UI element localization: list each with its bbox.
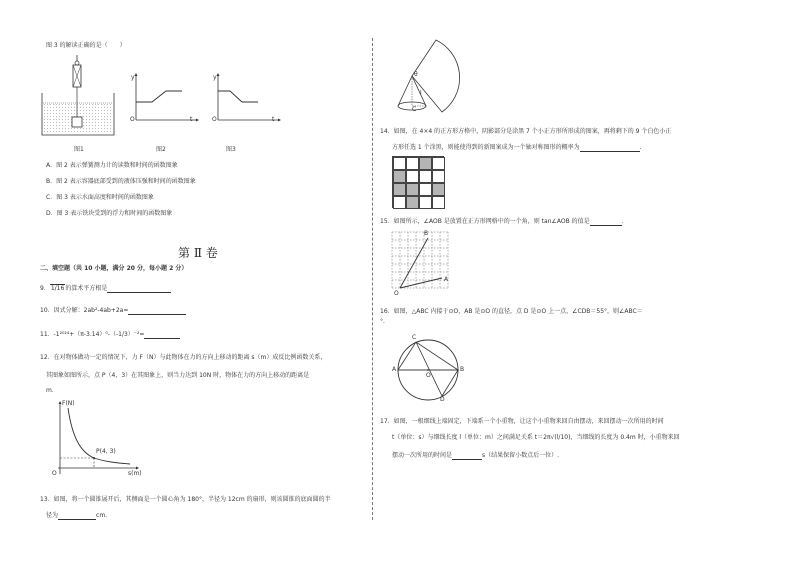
option-b: B．图 2 表示容器底部受到的液体压强和时间的函数图象 xyxy=(46,178,196,185)
section-title: 第 Ⅱ 卷 xyxy=(178,246,218,260)
figure-3-origin: O xyxy=(212,116,217,123)
question-17-answer-blank[interactable] xyxy=(452,453,482,460)
question-15 xyxy=(380,218,624,226)
grid-cell xyxy=(406,196,419,209)
grid-cell xyxy=(406,170,419,183)
question-17-line-1: 17．如图，一根细线上端固定，下端系一个小重物，让这个小重物来回自由摆动，来回摆动一次所用的时间 xyxy=(380,418,664,425)
grid-cell xyxy=(432,170,445,183)
question-13-line-1: 13．如图，将一个圆锥展开后，其侧面是一个圆心角为 180°，半径为 12cm 的扇形，则该圆锥的底面圆的半 xyxy=(40,496,331,503)
question-12-inverse-proportion-graph xyxy=(50,400,150,480)
circle-point-b: B xyxy=(460,366,465,373)
question-13-unit: cm. xyxy=(96,512,108,519)
graph-f-axis-label: F(N) xyxy=(62,400,75,407)
question-16-text: 16．如图，△ABC 内接于⊙O，AB 是⊙O 的直径，点 D 是⊙O 上一点，∠CDB＝55°，则∠ABC＝ xyxy=(380,308,643,315)
question-17-text: 摆动一次所用的时间是 xyxy=(392,452,453,459)
figure-1-caption: 图1 xyxy=(74,146,84,153)
question-9-number: 9． xyxy=(40,285,50,292)
grid-cell xyxy=(393,170,406,183)
question-9-text: 的算术平方根是 xyxy=(65,285,108,292)
question-16-line-2 xyxy=(380,318,385,326)
circle-center-o: O xyxy=(426,372,431,379)
question-17-line-2: t（单位：s）与细线长度 l（单位：m）之间满足关系 t＝2π√(l/10)，当细线的长度为 0.4m 时，小重物来回 xyxy=(392,434,680,441)
grid-cell xyxy=(406,183,419,196)
cone-base-label: C xyxy=(412,106,417,113)
question-15-text: 15．如图所示，∠AOB 是放置在正方形网格中的一个角，则 tan∠AOB 的值是 xyxy=(380,218,590,225)
grid-cell xyxy=(393,183,406,196)
column-divider xyxy=(372,38,373,520)
question-10-answer-blank[interactable] xyxy=(128,308,186,315)
figure-2-t-label: t xyxy=(190,116,193,123)
grid-cell xyxy=(432,183,445,196)
question-15-period: . xyxy=(621,218,624,225)
question-12-unit: m. xyxy=(46,387,54,394)
question-16-line-1 xyxy=(380,308,643,316)
grid-cell xyxy=(393,157,406,170)
question-14-period: . xyxy=(639,144,642,151)
question-9-answer-blank[interactable] xyxy=(107,286,171,293)
section-description: 二、填空题（共 10 小题，满分 20 分，每小题 2 分） xyxy=(40,265,188,272)
question-13-answer-blank[interactable] xyxy=(58,513,96,520)
graph-s-axis-label: s(m) xyxy=(128,470,142,477)
question-14-line-2 xyxy=(392,144,642,152)
graph-origin-label: O xyxy=(52,470,57,477)
figure-3-t-label: t xyxy=(272,116,275,123)
question-12-line-1: 12．在对物体做功一定的情况下，力 F（N）与此物体在力的方向上移动的距离 s（m）成反比例函数关系， xyxy=(40,354,327,361)
question-17-unit: s（结果保留小数点后一位）. xyxy=(482,452,560,459)
circle-point-a: A xyxy=(392,366,397,373)
question-8-stem: 图 3 的解读正确的是（ ） xyxy=(46,42,126,49)
grid-cell xyxy=(393,196,406,209)
angle-point-b: B xyxy=(424,230,429,237)
grid-cell xyxy=(432,196,445,209)
figure-2-y-label: y xyxy=(131,74,135,81)
question-12-line-3 xyxy=(46,387,54,395)
cone-angle-label: θ xyxy=(414,71,418,78)
figure-2-graph xyxy=(126,72,198,128)
pattern-grid-4x4 xyxy=(392,156,444,208)
angle-point-a: A xyxy=(444,276,449,283)
grid-cell xyxy=(419,196,432,209)
angle-grid-diagram xyxy=(392,232,456,296)
question-14-line-1: 14．如图，在 4×4 的正方形方格中，阴影部分是涂黑 7 个小正方形所形成的图案，再将剩下的 9 个白色小正 xyxy=(380,128,672,135)
grid-cell xyxy=(406,157,419,170)
question-13-prefix: 径为 xyxy=(46,512,59,519)
grid-cell xyxy=(419,170,432,183)
grid-cell xyxy=(432,157,445,170)
question-10 xyxy=(40,307,186,315)
option-d: D．图 3 表示铁块受到的浮力和时间的函数图象 xyxy=(46,210,173,217)
grid-cell xyxy=(419,183,432,196)
option-c: C．图 3 表示水面高度和时间的函数图象 xyxy=(46,194,154,201)
question-13-line-2 xyxy=(46,512,107,520)
question-15-answer-blank[interactable] xyxy=(590,219,622,226)
angle-point-o: O xyxy=(394,290,399,297)
question-17-line-3 xyxy=(392,452,559,460)
option-a: A．图 2 表示弹簧测力计的读数和时间的函数图象 xyxy=(46,162,178,169)
question-12-line-2: 其图象如图所示，点 P（4，3）在其图象上，则当力达到 10N 时，物体在力的方向上移动的距离是 xyxy=(46,372,310,379)
figure-3-y-label: y xyxy=(213,74,217,81)
question-14-answer-blank[interactable] xyxy=(580,145,640,152)
cone-slant-label: l xyxy=(420,90,422,97)
question-11 xyxy=(40,331,180,339)
figure-2-origin: O xyxy=(130,116,135,123)
question-16-unit: °. xyxy=(380,318,385,325)
question-9 xyxy=(40,285,171,293)
question-11-answer-blank[interactable] xyxy=(144,332,180,339)
circle-point-d: D xyxy=(440,396,445,403)
question-11-text: 11．-1²⁰²⁴+（π-3.14）⁰-（-1/3）⁻²= xyxy=(40,331,145,338)
grid-cell xyxy=(419,157,432,170)
circle-point-c: C xyxy=(412,334,417,341)
figure-3-graph xyxy=(208,72,280,128)
question-9-radical: 1/16 xyxy=(50,285,65,292)
figure-1-container-diagram xyxy=(40,55,120,147)
figure-2-caption: 图2 xyxy=(156,146,166,153)
graph-point-p-label: P(4, 3) xyxy=(96,448,116,455)
cone-net-diagram xyxy=(380,38,470,118)
ray-oa xyxy=(400,278,442,288)
figure-3-caption: 图3 xyxy=(226,146,236,153)
question-14-text: 方形任选 1 个涂黑，则能使得到的新图案成为一个轴对称图形的概率为 xyxy=(392,144,580,151)
question-10-text: 10．因式分解：2ab²-4ab+2a= xyxy=(40,307,129,314)
